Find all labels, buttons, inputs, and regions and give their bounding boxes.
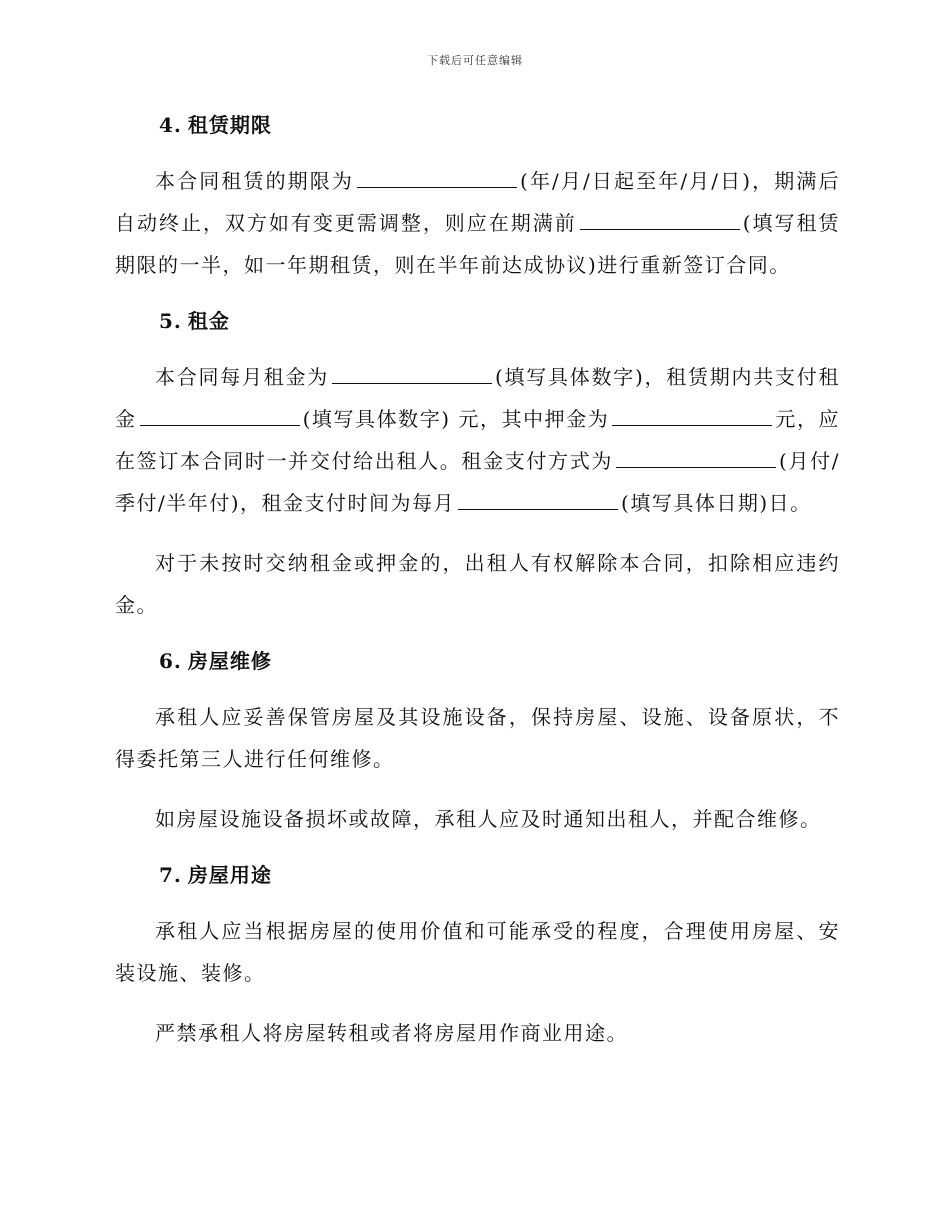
section-number: 5.: [159, 309, 182, 333]
text-segment: (填写具体日期)日。: [621, 491, 812, 515]
page-header-note: 下载后可任意编辑: [427, 54, 523, 67]
text-segment: (月付/季付/半年付)，租金支付时间为每月: [115, 449, 840, 515]
maintenance-paragraph-1: 承租人应妥善保管房屋及其设施设备，保持房屋、设施、设备原状，不得委托第三人进行任何维修。: [115, 705, 840, 771]
section-number: 6.: [159, 649, 182, 673]
section-heading-rent: [159, 304, 840, 338]
usage-paragraph-2: 严禁承租人将房屋转租或者将房屋用作商业用途。: [155, 1021, 628, 1045]
section-number: 4.: [159, 113, 182, 137]
text-segment: (填写租赁期限的一半，如一年期租赁，则在半年前达成协议)进行重新签订合同。: [115, 211, 841, 277]
section-heading-lease-term: [159, 108, 840, 142]
section-number: 7.: [159, 863, 182, 887]
text-segment: (填写具体数字)，租赁期内共支付租金: [115, 365, 841, 431]
document-body: [115, 108, 840, 1072]
section-title: 房屋用途: [187, 863, 272, 887]
late-payment-paragraph: 对于未按时交纳租金或押金的，出租人有权解除本合同，扣除相应违约金。: [115, 551, 840, 617]
rent-paragraph: [115, 356, 840, 524]
usage-paragraph-1: 承租人应当根据房屋的使用价值和可能承受的程度，合理使用房屋、安装设施、装修。: [115, 919, 840, 985]
text-segment: 元，应在签订本合同时一并交付给出租人。租金支付方式为: [115, 407, 841, 473]
lease-term-paragraph: [115, 160, 840, 286]
renewal-deadline-blank: [580, 228, 740, 230]
section-heading-maintenance: [159, 644, 840, 678]
monthly-rent-blank: [332, 382, 492, 384]
payment-date-blank: [458, 508, 618, 510]
section-title: 租金: [187, 309, 230, 333]
text-segment: 本合同每月租金为: [155, 365, 329, 389]
section-title: 租赁期限: [187, 113, 272, 137]
text-segment: (年/月/日起至年/月/日)，期满后自动终止，双方如有变更需调整，则应在期满前: [115, 169, 841, 235]
maintenance-paragraph-2: 如房屋设施设备损坏或故障，承租人应及时通知出租人，并配合维修。: [155, 807, 822, 831]
lease-period-blank: [357, 186, 517, 188]
total-rent-blank: [140, 424, 300, 426]
text-segment: 本合同租赁的期限为: [155, 169, 355, 193]
deposit-blank: [612, 424, 772, 426]
section-title: 房屋维修: [187, 649, 272, 673]
payment-method-blank: [616, 466, 776, 468]
text-segment: (填写具体数字) 元，其中押金为: [302, 407, 610, 431]
section-heading-usage: [159, 858, 840, 892]
